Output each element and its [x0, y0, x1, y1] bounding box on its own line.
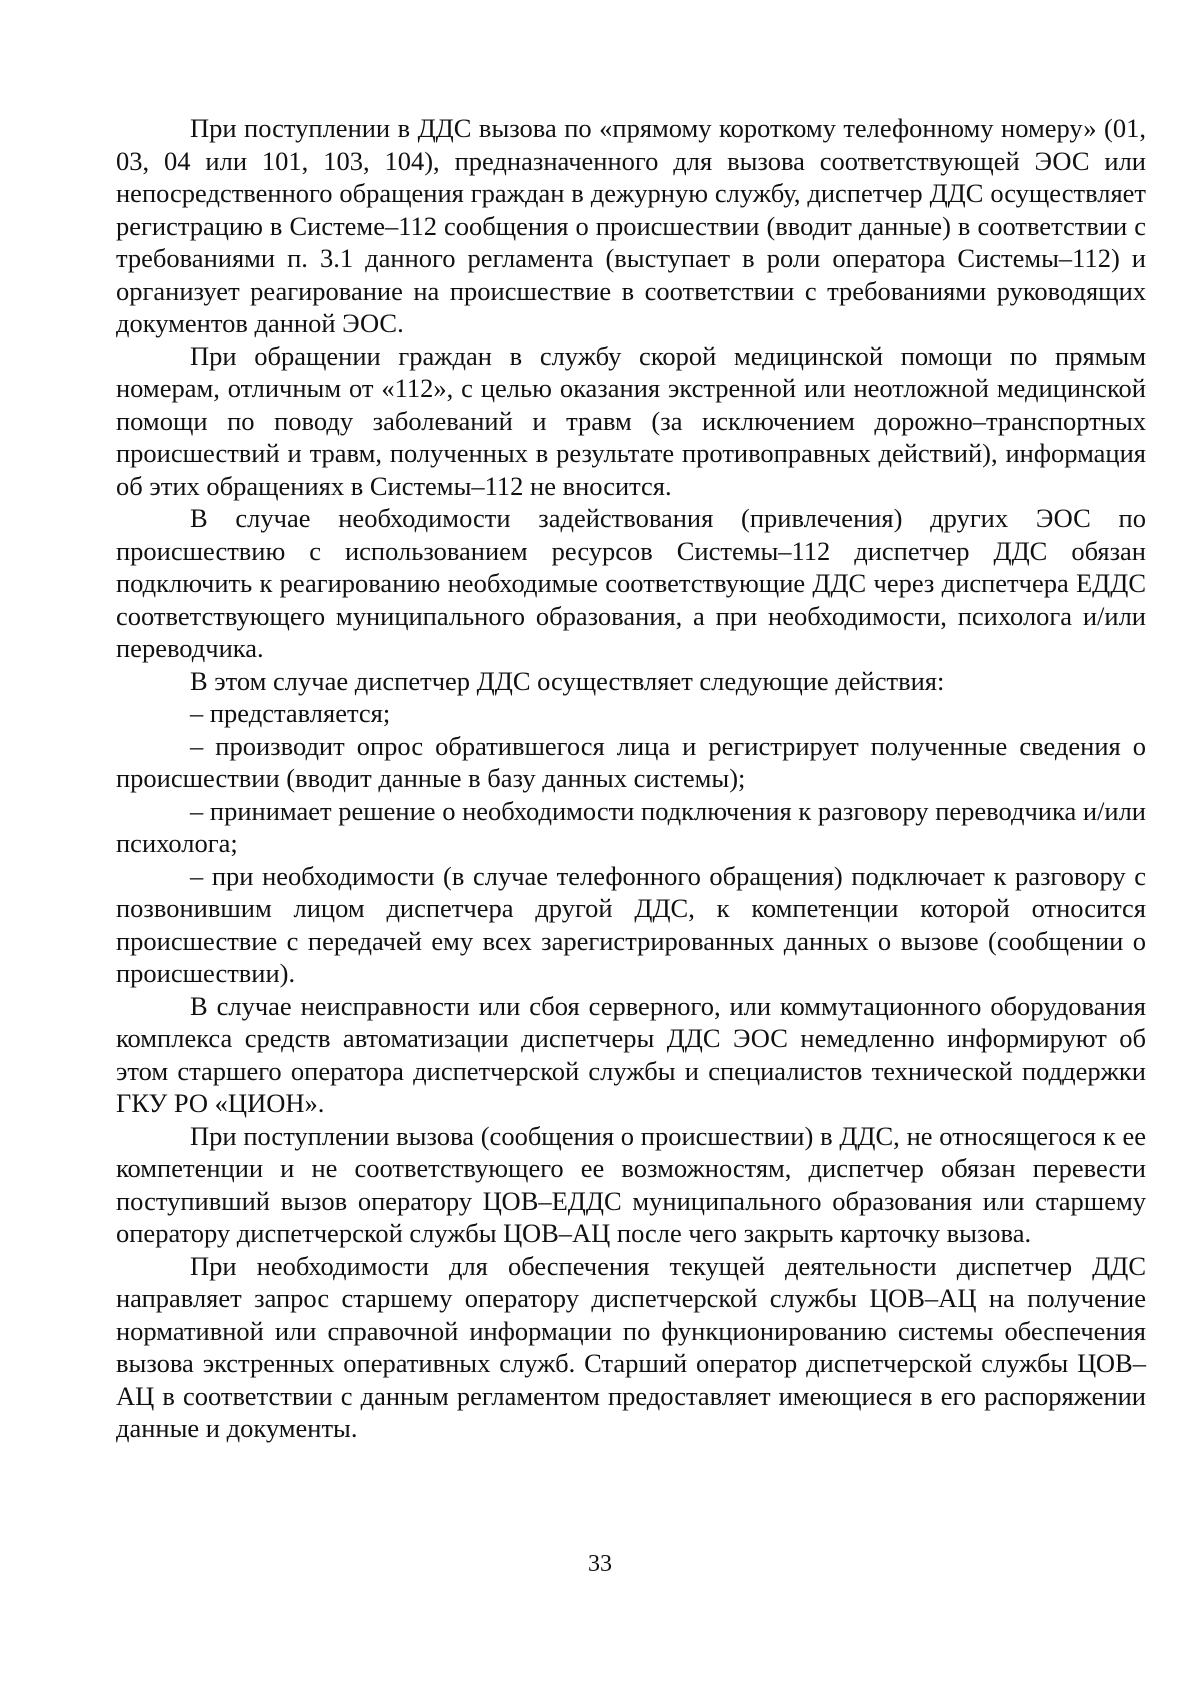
list-item-decides-translator: – принимает решение о необходимости подключения к разговору переводчика и/или психолога; — [116, 795, 1146, 858]
page-number: 33 — [588, 1551, 612, 1577]
paragraph-involving-other-eos: В случае необходимости задействования (привлечения) других ЭОС по происшествию с использованием ресурсов Системы–112 диспетчер ДДС обязан подключить к реагированию необходимые соответствующие ДДС через диспетчера ЕДДС соответствующего муниципального образования, а при необходимости, психолога и/или переводчика. — [116, 503, 1146, 663]
paragraph-dds-short-number-call: При поступлении в ДДС вызова по «прямому короткому телефонному номеру» (01, 03, 04 или 101, 103, 104), предназначенного для вызова соответствующей ЭОС или непосредственного обращения граждан в дежурную службу, диспетчер ДДС осуществляет регистрацию в Системе–112 сообщения о происшествии (вводит данные) в соответствии с требованиями п. 3.1 данного регламента (выступает в роли оператора Системы–112) и организует реагирование на происшествие в соответствии с требованиями руководящих документов данной ЭОС. — [116, 113, 1146, 338]
paragraph-equipment-failure: В случае неисправности или сбоя серверного, или коммутационного оборудования комплекса средств автоматизации диспетчеры ДДС ЭОС немедленно информируют об этом старшего оператора диспетчерской службы и специалистов технической поддержки ГКУ РО «ЦИОН». — [116, 990, 1146, 1118]
paragraph-non-competence-call: При поступлении вызова (сообщения о происшествии) в ДДС, не относящегося к ее компетенции и не соответствующего ее возможностям, диспетчер обязан перевести поступивший вызов оператору ЦОВ–ЕДДС муниципального образования или старшему оператору диспетчерской службы ЦОВ–АЦ после чего закрыть карточку вызова. — [116, 1120, 1146, 1248]
list-item-interviews-caller: – производит опрос обратившегося лица и регистрирует полученные сведения о происшествии (вводит данные в базу данных системы); — [116, 730, 1146, 793]
list-item-connects-dispatcher: – при необходимости (в случае телефонного обращения) подключает к разговору с позвонившим лицом диспетчера другой ДДС, к компетенции которой относится происшествие с передачей ему всех зарегистрированных данных о вызове (сообщении о происшествии). — [116, 860, 1146, 988]
list-item-introduces: – представляется; — [190, 698, 391, 728]
document-body — [116, 112, 1146, 1445]
paragraph-ambulance-direct-numbers: При обращении граждан в службу скорой медицинской помощи по прямым номерам, отличным от «112», с целью оказания экстренной или неотложной медицинской помощи по поводу заболеваний и травм (за исключением дорожно–транспортных происшествий и травм, полученных в результате противоправных действий), информация об этих обращениях в Системы–112 не вносится. — [116, 340, 1146, 501]
paragraph-information-request: При необходимости для обеспечения текущей деятельности диспетчер ДДС направляет запрос старшему оператору диспетчерской службы ЦОВ–АЦ на получение нормативной или справочной информации по функционированию системы обеспечения вызова экстренных оперативных служб. Старший оператор диспетчерской службы ЦОВ–АЦ в соответствии с данным регламентом предоставляет имеющиеся в его распоряжении данные и документы. — [116, 1250, 1146, 1443]
paragraph-actions-intro: В этом случае диспетчер ДДС осуществляет следующие действия: — [190, 665, 945, 696]
